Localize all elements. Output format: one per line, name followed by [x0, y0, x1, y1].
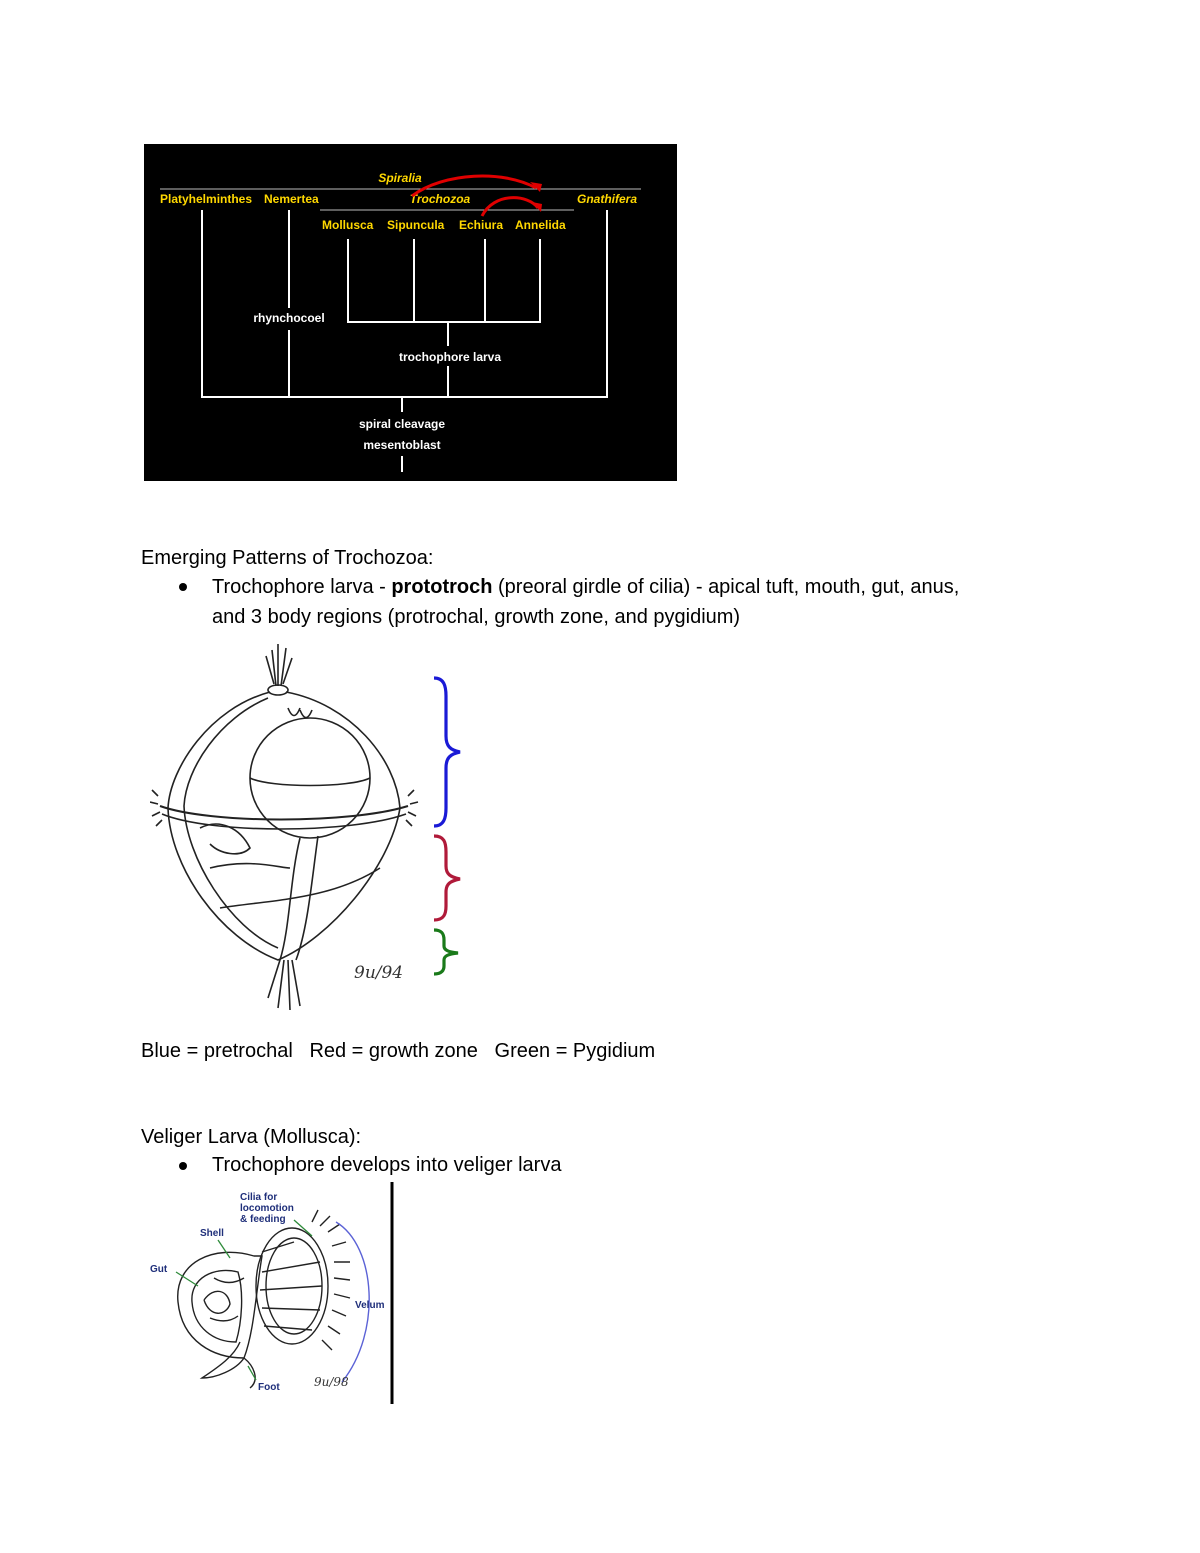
trochophore-bullet — [212, 572, 1052, 632]
brace-blue-pretrochal — [434, 678, 460, 826]
spiralia-label: Spiralia — [378, 171, 422, 185]
veliger-larva-illustration — [144, 1182, 400, 1406]
section2-heading: Veliger Larva (Mollusca): — [141, 1126, 362, 1148]
clade-gnathifera: Gnathifera — [577, 192, 638, 206]
taxon-mollusca: Mollusca — [322, 218, 374, 232]
clade-nemertea: Nemertea — [264, 192, 319, 206]
section1-heading: Emerging Patterns of Trochozoa: — [141, 547, 434, 569]
prototroch-term: prototroch — [391, 576, 493, 598]
veliger-signature: 9u/98 — [314, 1375, 349, 1389]
clade-platyhelminthes: Platyhelminthes — [160, 192, 253, 206]
bullet-suffix: (preoral girdle of cilia) - apical tuft, mouth, gut, anus, — [492, 576, 960, 598]
node-spiral-cleavage: spiral cleavage — [358, 417, 446, 431]
larva-signature: 9u/94 — [354, 963, 404, 983]
taxon-echiura: Echiura — [459, 218, 504, 232]
label-cilia-2: locomotion — [240, 1203, 294, 1214]
color-legend — [141, 1039, 655, 1063]
brace-red-growth-zone — [434, 836, 460, 920]
label-cilia-3: & feeding — [240, 1214, 286, 1225]
bullet-dot — [179, 583, 187, 591]
bullet-dot — [179, 1162, 187, 1170]
label-velum: Velum — [355, 1300, 385, 1311]
label-foot: Foot — [258, 1382, 280, 1393]
taxon-sipuncula: Sipuncula — [387, 218, 445, 232]
label-gut: Gut — [150, 1264, 168, 1275]
bullet-prefix: Trochophore larva - — [212, 576, 392, 598]
node-rhynchocoel: rhynchocoel — [253, 311, 325, 325]
trochophore-larva-illustration — [150, 638, 470, 1018]
legend-red: Red = growth zone — [309, 1040, 478, 1062]
node-mesentoblast: mesentoblast — [363, 438, 441, 452]
veliger-bullet: Trochophore develops into veliger larva — [212, 1154, 562, 1176]
legend-blue: Blue = pretrochal — [141, 1040, 293, 1062]
taxon-annelida: Annelida — [515, 218, 566, 232]
legend-green: Green = Pygidium — [494, 1040, 656, 1062]
bullet-line2: and 3 body regions (protrochal, growth zone, and pygidium) — [212, 606, 741, 628]
phylogeny-diagram — [144, 144, 677, 481]
label-shell: Shell — [200, 1228, 224, 1239]
clade-trochozoa: Trochozoa — [409, 192, 471, 206]
node-trochophore-larva: trochophore larva — [398, 350, 502, 364]
region-braces — [430, 676, 470, 976]
label-cilia-1: Cilia for — [240, 1192, 278, 1203]
brace-green-pygidium — [434, 930, 458, 974]
